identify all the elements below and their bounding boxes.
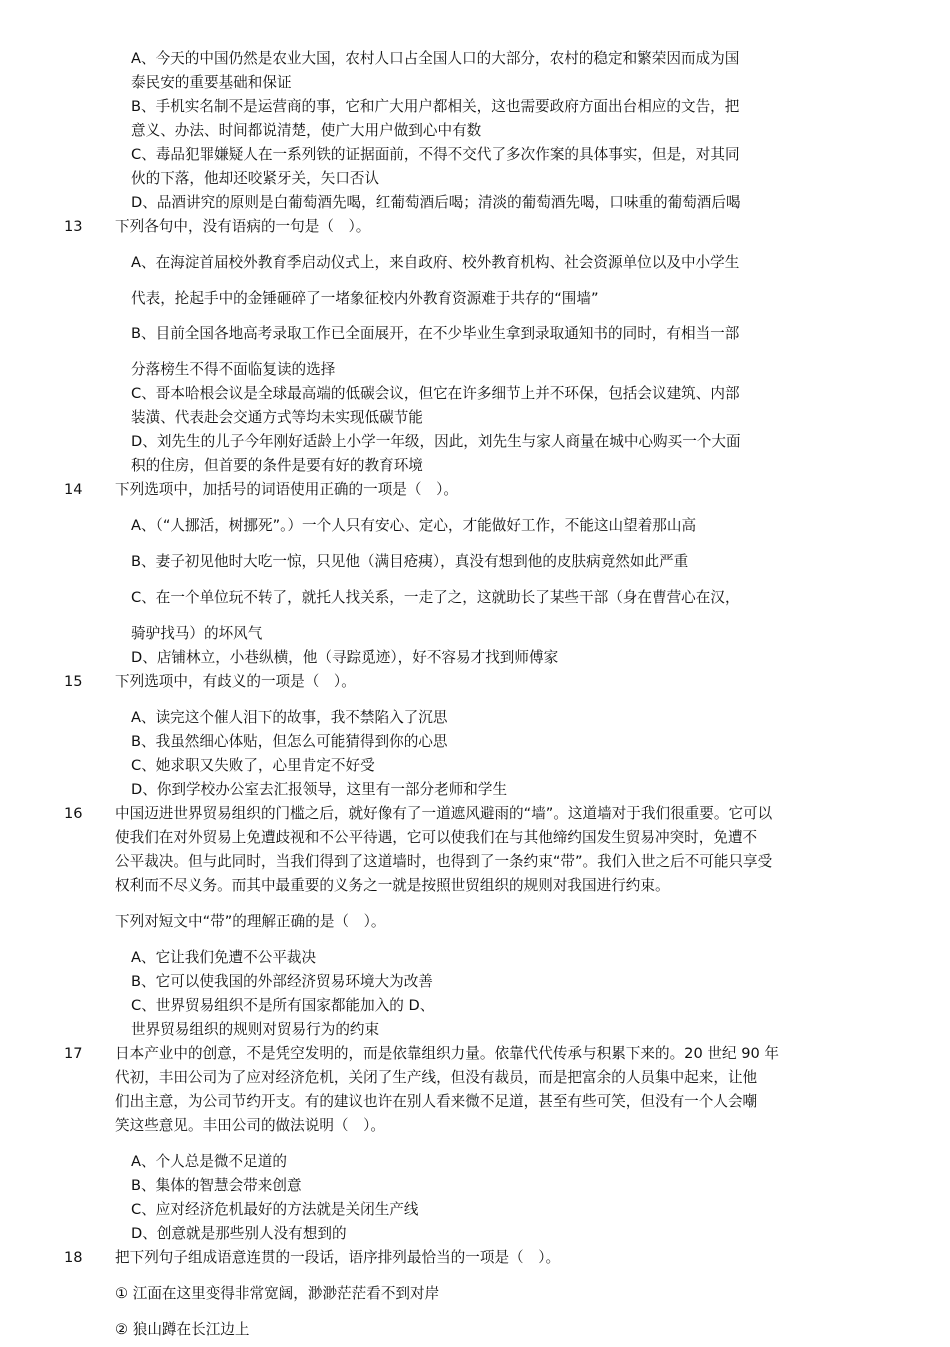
q13-option-b-line2: 分落榜生不得不面临复读的选择 <box>131 361 336 378</box>
q18-sentence-2: ② 狼山蹲在长江边上 <box>115 1321 250 1338</box>
q14-option-c-line1: C、在一个单位玩不转了，就托人找关系，一走了之，这就助长了某些干部（身在曹营心在汉， <box>131 589 740 606</box>
q17-passage-line2: 代初，丰田公司为了应对经济危机，关闭了生产线，但没有裁员，而是把富余的人员集中起来，让他 <box>115 1069 758 1086</box>
q12-option-a-line1: A、今天的中国仍然是农业大国，农村人口占全国人口的大部分，农村的稳定和繁荣因而成为国 <box>131 50 740 67</box>
q15-option-c: C、她求职又失败了，心里肯定不好受 <box>131 757 375 774</box>
q16-option-a: A、它让我们免遭不公平裁决 <box>131 949 317 966</box>
q16-passage-line2: 使我们在对外贸易上免遭歧视和不公平待遇，它可以使我们在与其他缔约国发生贸易冲突时，免遭不 <box>115 829 758 846</box>
q16-option-c-line2: 世界贸易组织的规则对贸易行为的约束 <box>131 1021 380 1038</box>
q14-option-d: D、店铺林立，小巷纵横，他（寻踪觅迹），好不容易才找到师傅家 <box>131 649 559 666</box>
q17-passage-line3: 们出主意，为公司节约开支。有的建议也许在别人看来微不足道，甚至有些可笑，但没有一个人会嘲 <box>115 1093 758 1110</box>
q18-sentence-1: ① 江面在这里变得非常宽阔，渺渺茫茫看不到对岸 <box>115 1285 440 1302</box>
q14-option-b: B、妻子初见他时大吃一惊，只见他（满目疮痍），真没有想到他的皮肤病竟然如此严重 <box>131 553 689 570</box>
q16-passage-line1: 中国迈进世界贸易组织的门槛之后，就好像有了一道遮风避雨的“墙”。这道墙对于我们很重要。它可以 <box>115 805 773 822</box>
q12-option-c-line2: 伙的下落，他却还咬紧牙关，矢口否认 <box>131 170 380 187</box>
q15-option-a: A、读完这个催人泪下的故事，我不禁陷入了沉思 <box>131 709 448 726</box>
q13-option-d-line1: D、刘先生的儿子今年刚好适龄上小学一年级，因此，刘先生与家人商量在城中心购买一个大面 <box>131 433 741 450</box>
q17-option-c: C、应对经济危机最好的方法就是关闭生产线 <box>131 1201 419 1218</box>
q18-number: 18 <box>64 1249 83 1266</box>
q13-option-b-line1: B、目前全国各地高考录取工作已全面展开，在不少毕业生拿到录取通知书的同时，有相当一部 <box>131 325 740 342</box>
q16-passage-line3: 公平裁决。但与此同时，当我们得到了这道墙时，也得到了一条约束“带”。我们入世之后不可能只享受 <box>115 853 773 870</box>
q16-passage-line4: 权利而不尽义务。而其中最重要的义务之一就是按照世贸组织的规则对我国进行约束。 <box>115 877 670 894</box>
q13-option-a-line2: 代表，抡起手中的金锤砸碎了一堵象征校内外教育资源难于共存的“围墙” <box>131 290 599 307</box>
q18-stem: 把下列句子组成语意连贯的一段话，语序排列最恰当的一项是（ ）。 <box>115 1249 561 1266</box>
q13-option-c-line2: 装潢、代表赴会交通方式等均未实现低碳节能 <box>131 409 423 426</box>
q15-number: 15 <box>64 673 83 690</box>
q15-stem: 下列选项中，有歧义的一项是（ ）。 <box>115 673 356 690</box>
q15-option-b: B、我虽然细心体贴，但怎么可能猜得到你的心思 <box>131 733 448 750</box>
q12-option-b-line1: B、手机实名制不是运营商的事，它和广大用户都相关，这也需要政府方面出台相应的文告，把 <box>131 98 740 115</box>
q16-option-c-line1: C、世界贸易组织不是所有国家都能加入的 D、 <box>131 997 435 1014</box>
q12-option-c-line1: C、毒品犯罪嫌疑人在一系列铁的证据面前，不得不交代了多次作案的具体事实，但是，对其同 <box>131 146 740 163</box>
q17-option-b: B、集体的智慧会带来创意 <box>131 1177 302 1194</box>
q14-option-c-line2: 骑驴找马）的坏风气 <box>131 625 263 642</box>
q16-option-b: B、它可以使我国的外部经济贸易环境大为改善 <box>131 973 433 990</box>
q17-option-a: A、个人总是微不足道的 <box>131 1153 287 1170</box>
q14-stem: 下列选项中，加括号的词语使用正确的一项是（ ）。 <box>115 481 458 498</box>
q13-option-a-line1: A、在海淀首届校外教育季启动仪式上，来自政府、校外教育机构、社会资源单位以及中小学生 <box>131 254 740 271</box>
q15-option-d: D、你到学校办公室去汇报领导，这里有一部分老师和学生 <box>131 781 508 798</box>
q12-option-b-line2: 意义、办法、时间都说清楚，使广大用户做到心中有数 <box>131 122 482 139</box>
q13-option-c-line1: C、哥本哈根会议是全球最高端的低碳会议，但它在许多细节上并不环保，包括会议建筑、内部 <box>131 385 740 402</box>
q17-passage-line1: 日本产业中的创意，不是凭空发明的，而是依靠组织力量。依靠代代传承与积累下来的。20 世纪 90 年 <box>115 1045 779 1062</box>
q13-number: 13 <box>64 218 83 235</box>
q17-passage-line4: 笑这些意见。丰田公司的做法说明（ ）。 <box>115 1117 385 1134</box>
q17-option-d: D、创意就是那些别人没有想到的 <box>131 1225 347 1242</box>
q12-option-a-line2: 泰民安的重要基础和保证 <box>131 74 292 91</box>
q16-stem: 下列对短文中“带”的理解正确的是（ ）。 <box>115 913 386 930</box>
q13-stem: 下列各句中，没有语病的一句是（ ）。 <box>115 218 371 235</box>
q13-option-d-line2: 积的住房，但首要的条件是要有好的教育环境 <box>131 457 423 474</box>
q14-number: 14 <box>64 481 83 498</box>
q12-option-d-line1: D、品酒讲究的原则是白葡萄酒先喝，红葡萄酒后喝；清淡的葡萄酒先喝，口味重的葡萄酒后喝 <box>131 194 741 211</box>
q14-option-a: A、（“人挪活，树挪死”。）一个人只有安心、定心，才能做好工作，不能这山望着那山高 <box>131 517 697 534</box>
q16-number: 16 <box>64 805 83 822</box>
q17-number: 17 <box>64 1045 83 1062</box>
